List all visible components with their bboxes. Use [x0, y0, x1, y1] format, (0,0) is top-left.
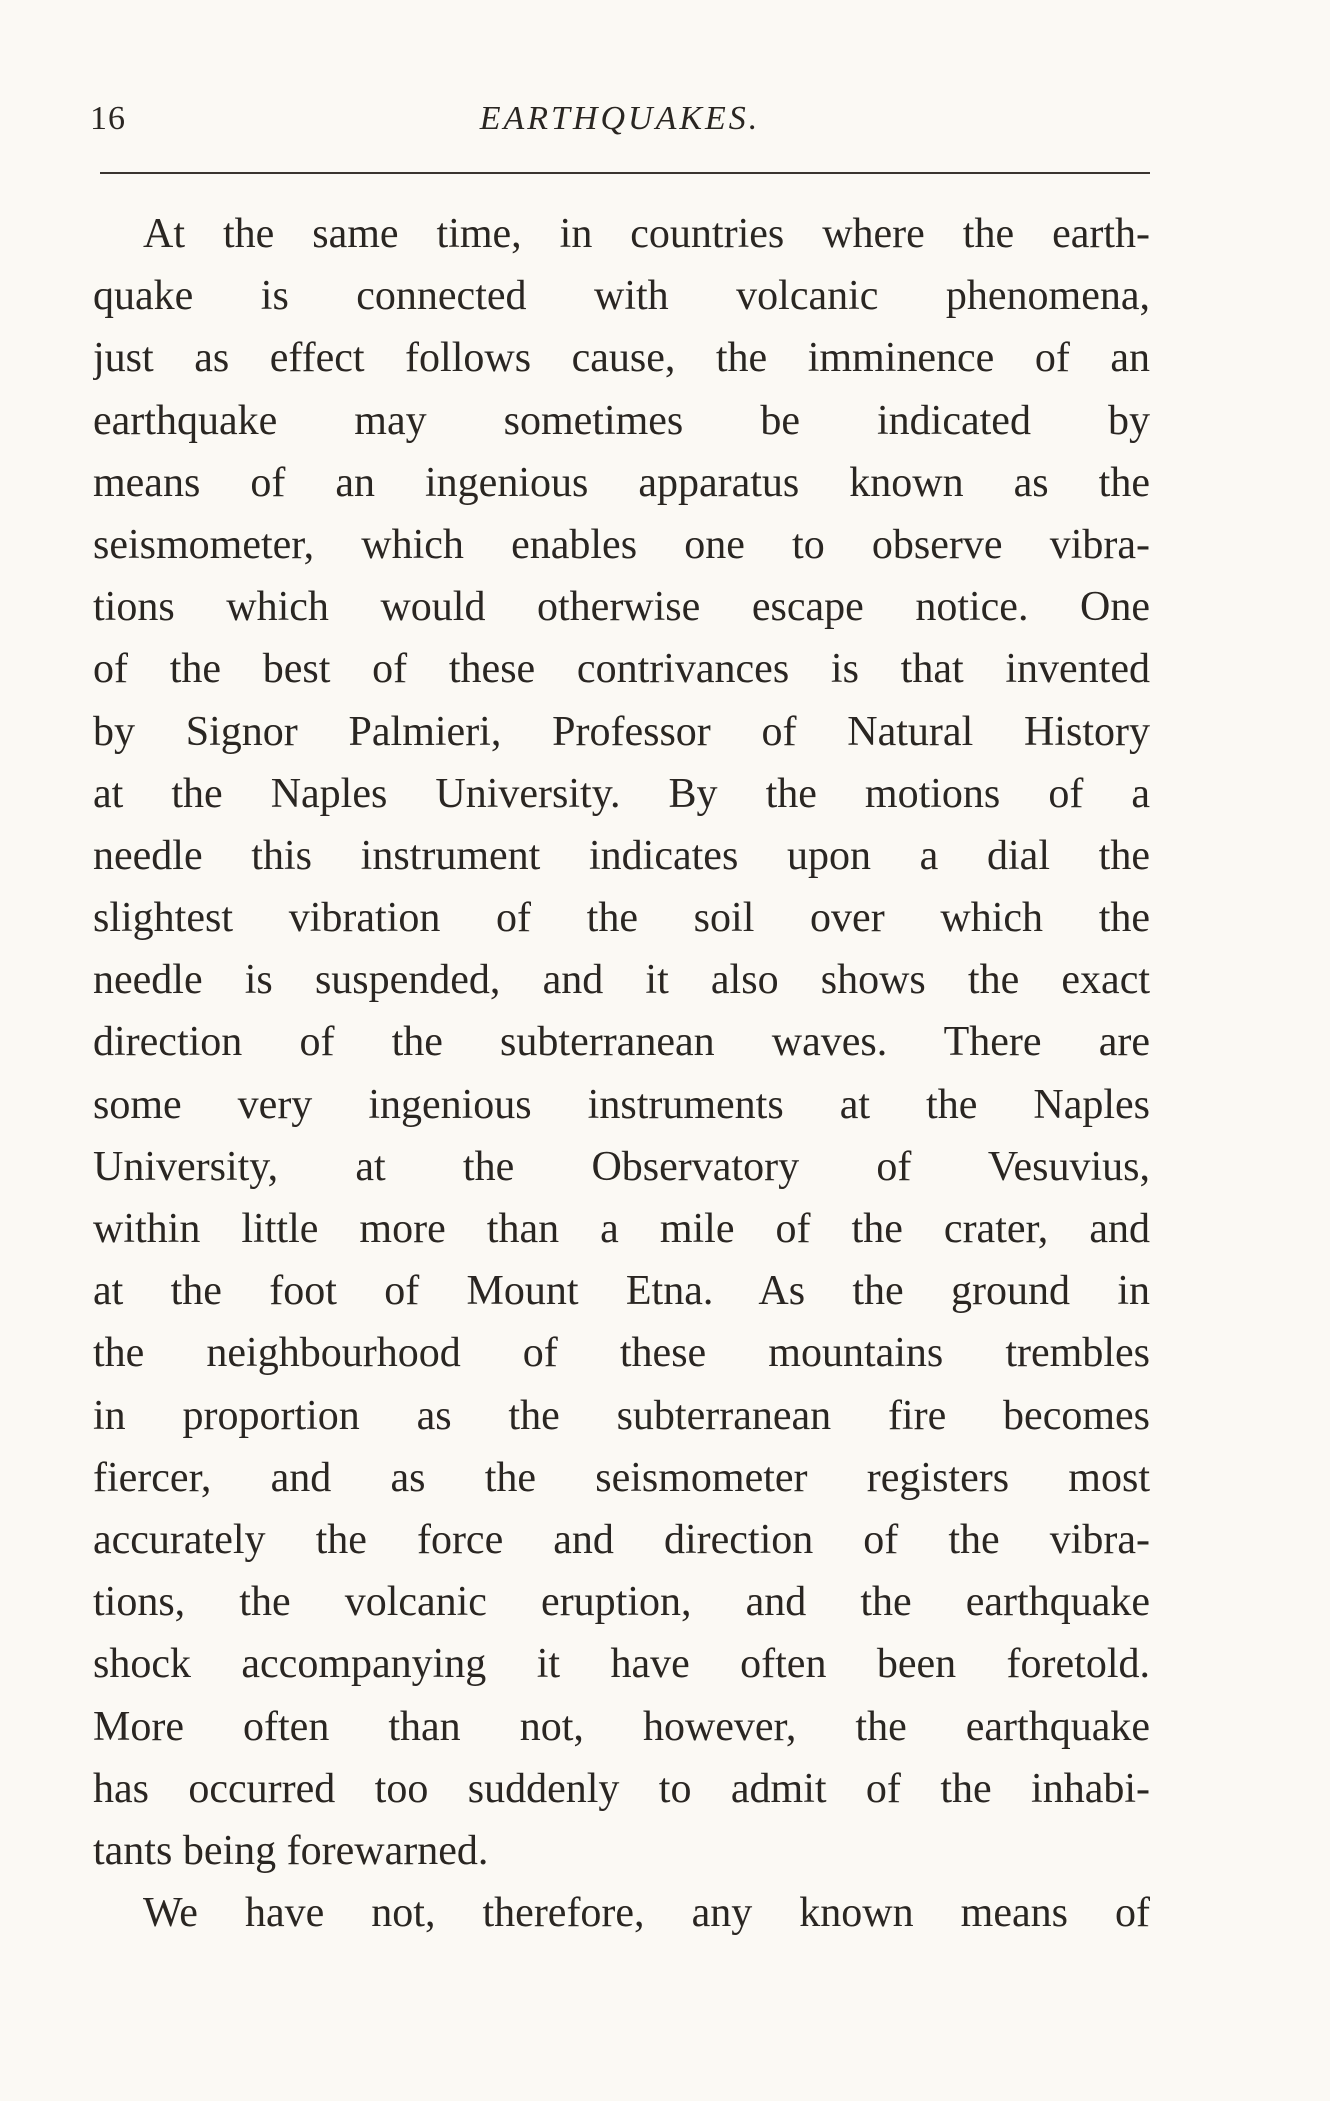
text-line: At the same time, in countries where the earth- — [143, 211, 1150, 257]
text-line: University, at the Observatory of Vesuvius, — [93, 1143, 1150, 1190]
text-line: at the Naples University. By the motions of a — [93, 770, 1150, 817]
header-rule — [100, 172, 1150, 174]
text-line: by Signor Palmieri, Professor of Natural History — [93, 708, 1150, 755]
text-line: just as effect follows cause, the imminence of an — [93, 335, 1150, 382]
text-line: direction of the subterranean waves. There are — [93, 1019, 1150, 1066]
text-line: needle is suspended, and it also shows the exact — [93, 957, 1150, 1004]
text-line: within little more than a mile of the crater, and — [93, 1206, 1150, 1252]
text-line: needle this instrument indicates upon a dial the — [93, 832, 1150, 879]
text-line: seismometer, which enables one to observe vibra- — [93, 521, 1150, 568]
text-line: quake is connected with volcanic phenomena, — [93, 273, 1150, 320]
body-text — [93, 203, 1150, 1944]
text-line: some very ingenious instruments at the Naples — [93, 1081, 1150, 1128]
text-line: in proportion as the subterranean fire becomes — [93, 1392, 1150, 1439]
running-title: EARTHQUAKES. — [479, 100, 761, 137]
text-line: More often than not, however, the earthquake — [93, 1703, 1150, 1750]
text-line: slightest vibration of the soil over which the — [93, 895, 1150, 942]
running-head — [90, 100, 1150, 150]
text-line: tions, the volcanic eruption, and the earthquake — [93, 1579, 1150, 1626]
page-number: 16 — [90, 100, 126, 137]
text-line: fiercer, and as the seismometer registers most — [93, 1454, 1150, 1501]
text-line: has occurred too suddenly to admit of the inhabi- — [93, 1765, 1150, 1812]
text-line: tants being forewarned. — [93, 1827, 489, 1874]
text-line: at the foot of Mount Etna. As the ground in — [93, 1268, 1150, 1315]
text-line: shock accompanying it have often been foretold. — [93, 1641, 1150, 1688]
text-line: means of an ingenious apparatus known as the — [93, 459, 1150, 506]
text-line: tions which would otherwise escape notice. One — [93, 584, 1150, 631]
text-line: the neighbourhood of these mountains trembles — [93, 1330, 1150, 1377]
text-line: of the best of these contrivances is that invented — [93, 646, 1150, 693]
text-line: We have not, therefore, any known means of — [143, 1890, 1150, 1937]
text-line: earthquake may sometimes be indicated by — [93, 397, 1150, 444]
text-line: accurately the force and direction of the vibra- — [93, 1516, 1150, 1563]
